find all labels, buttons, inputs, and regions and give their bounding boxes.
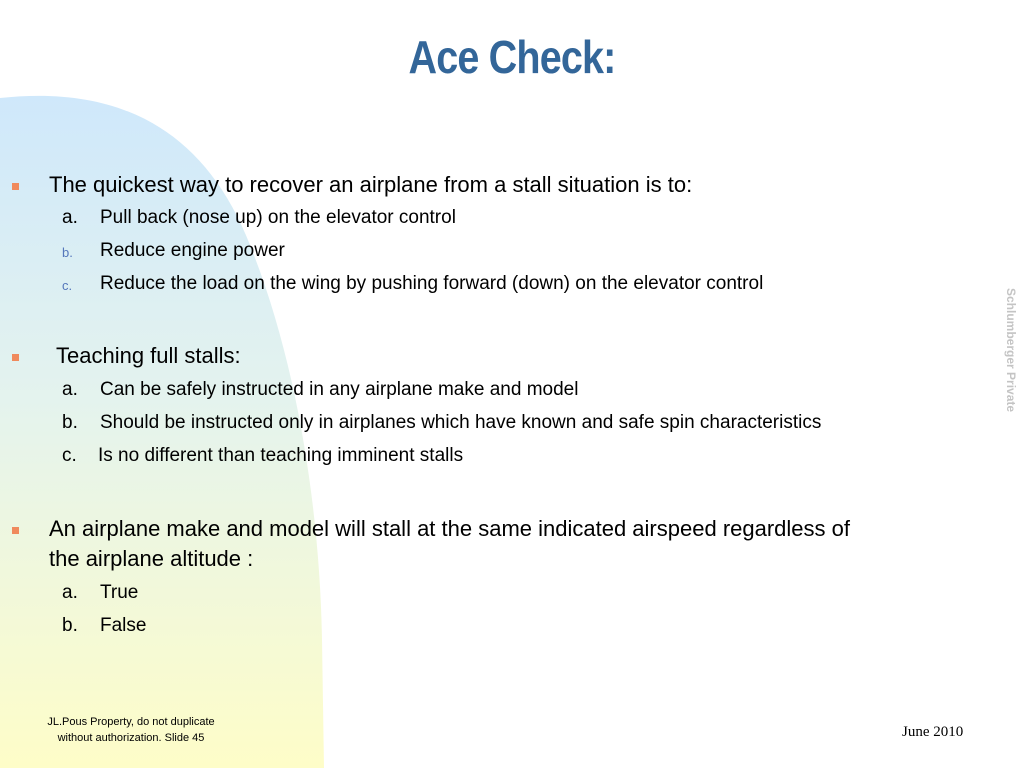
- footer-copyright: [36, 714, 226, 746]
- question-text: Teaching full stalls:: [56, 343, 241, 368]
- side-watermark-label: Schlumberger Private: [1004, 288, 1018, 413]
- option-label: c.: [62, 445, 77, 466]
- question-text-line-1: An airplane make and model will stall at the same indicated airspeed regardless of: [49, 516, 850, 541]
- footer-date: June 2010: [902, 724, 964, 740]
- option-text: False: [100, 615, 147, 636]
- footer-line-1: JL.Pous Property, do not duplicate: [47, 716, 215, 728]
- option-text: Can be safely instructed in any airplane make and model: [100, 379, 579, 400]
- option-label: a.: [62, 379, 78, 400]
- question-text: The quickest way to recover an airplane from a stall situation is to:: [49, 172, 693, 197]
- bullet-icon: [12, 183, 19, 190]
- option-text: Should be instructed only in airplanes which have known and safe spin characteristics: [100, 412, 822, 433]
- slide-title: Ace Check:: [408, 31, 616, 83]
- bullet-icon: [12, 527, 19, 534]
- option-text: Is no different than teaching imminent stalls: [98, 445, 464, 466]
- option-text: Reduce engine power: [100, 240, 285, 261]
- option-label: b.: [62, 412, 78, 433]
- option-label: a.: [62, 207, 78, 228]
- option-text: Pull back (nose up) on the elevator control: [100, 207, 456, 228]
- bullet-icon: [12, 354, 19, 361]
- option-text: True: [100, 582, 139, 603]
- footer-line-2: without authorization. Slide 45: [57, 732, 205, 744]
- question-text-line-2: the airplane altitude :: [49, 546, 254, 571]
- option-label: c.: [62, 278, 73, 293]
- option-label: b.: [62, 245, 73, 260]
- option-text: Reduce the load on the wing by pushing forward (down) on the elevator control: [100, 273, 764, 294]
- option-label: a.: [62, 582, 78, 603]
- option-label: b.: [62, 615, 78, 636]
